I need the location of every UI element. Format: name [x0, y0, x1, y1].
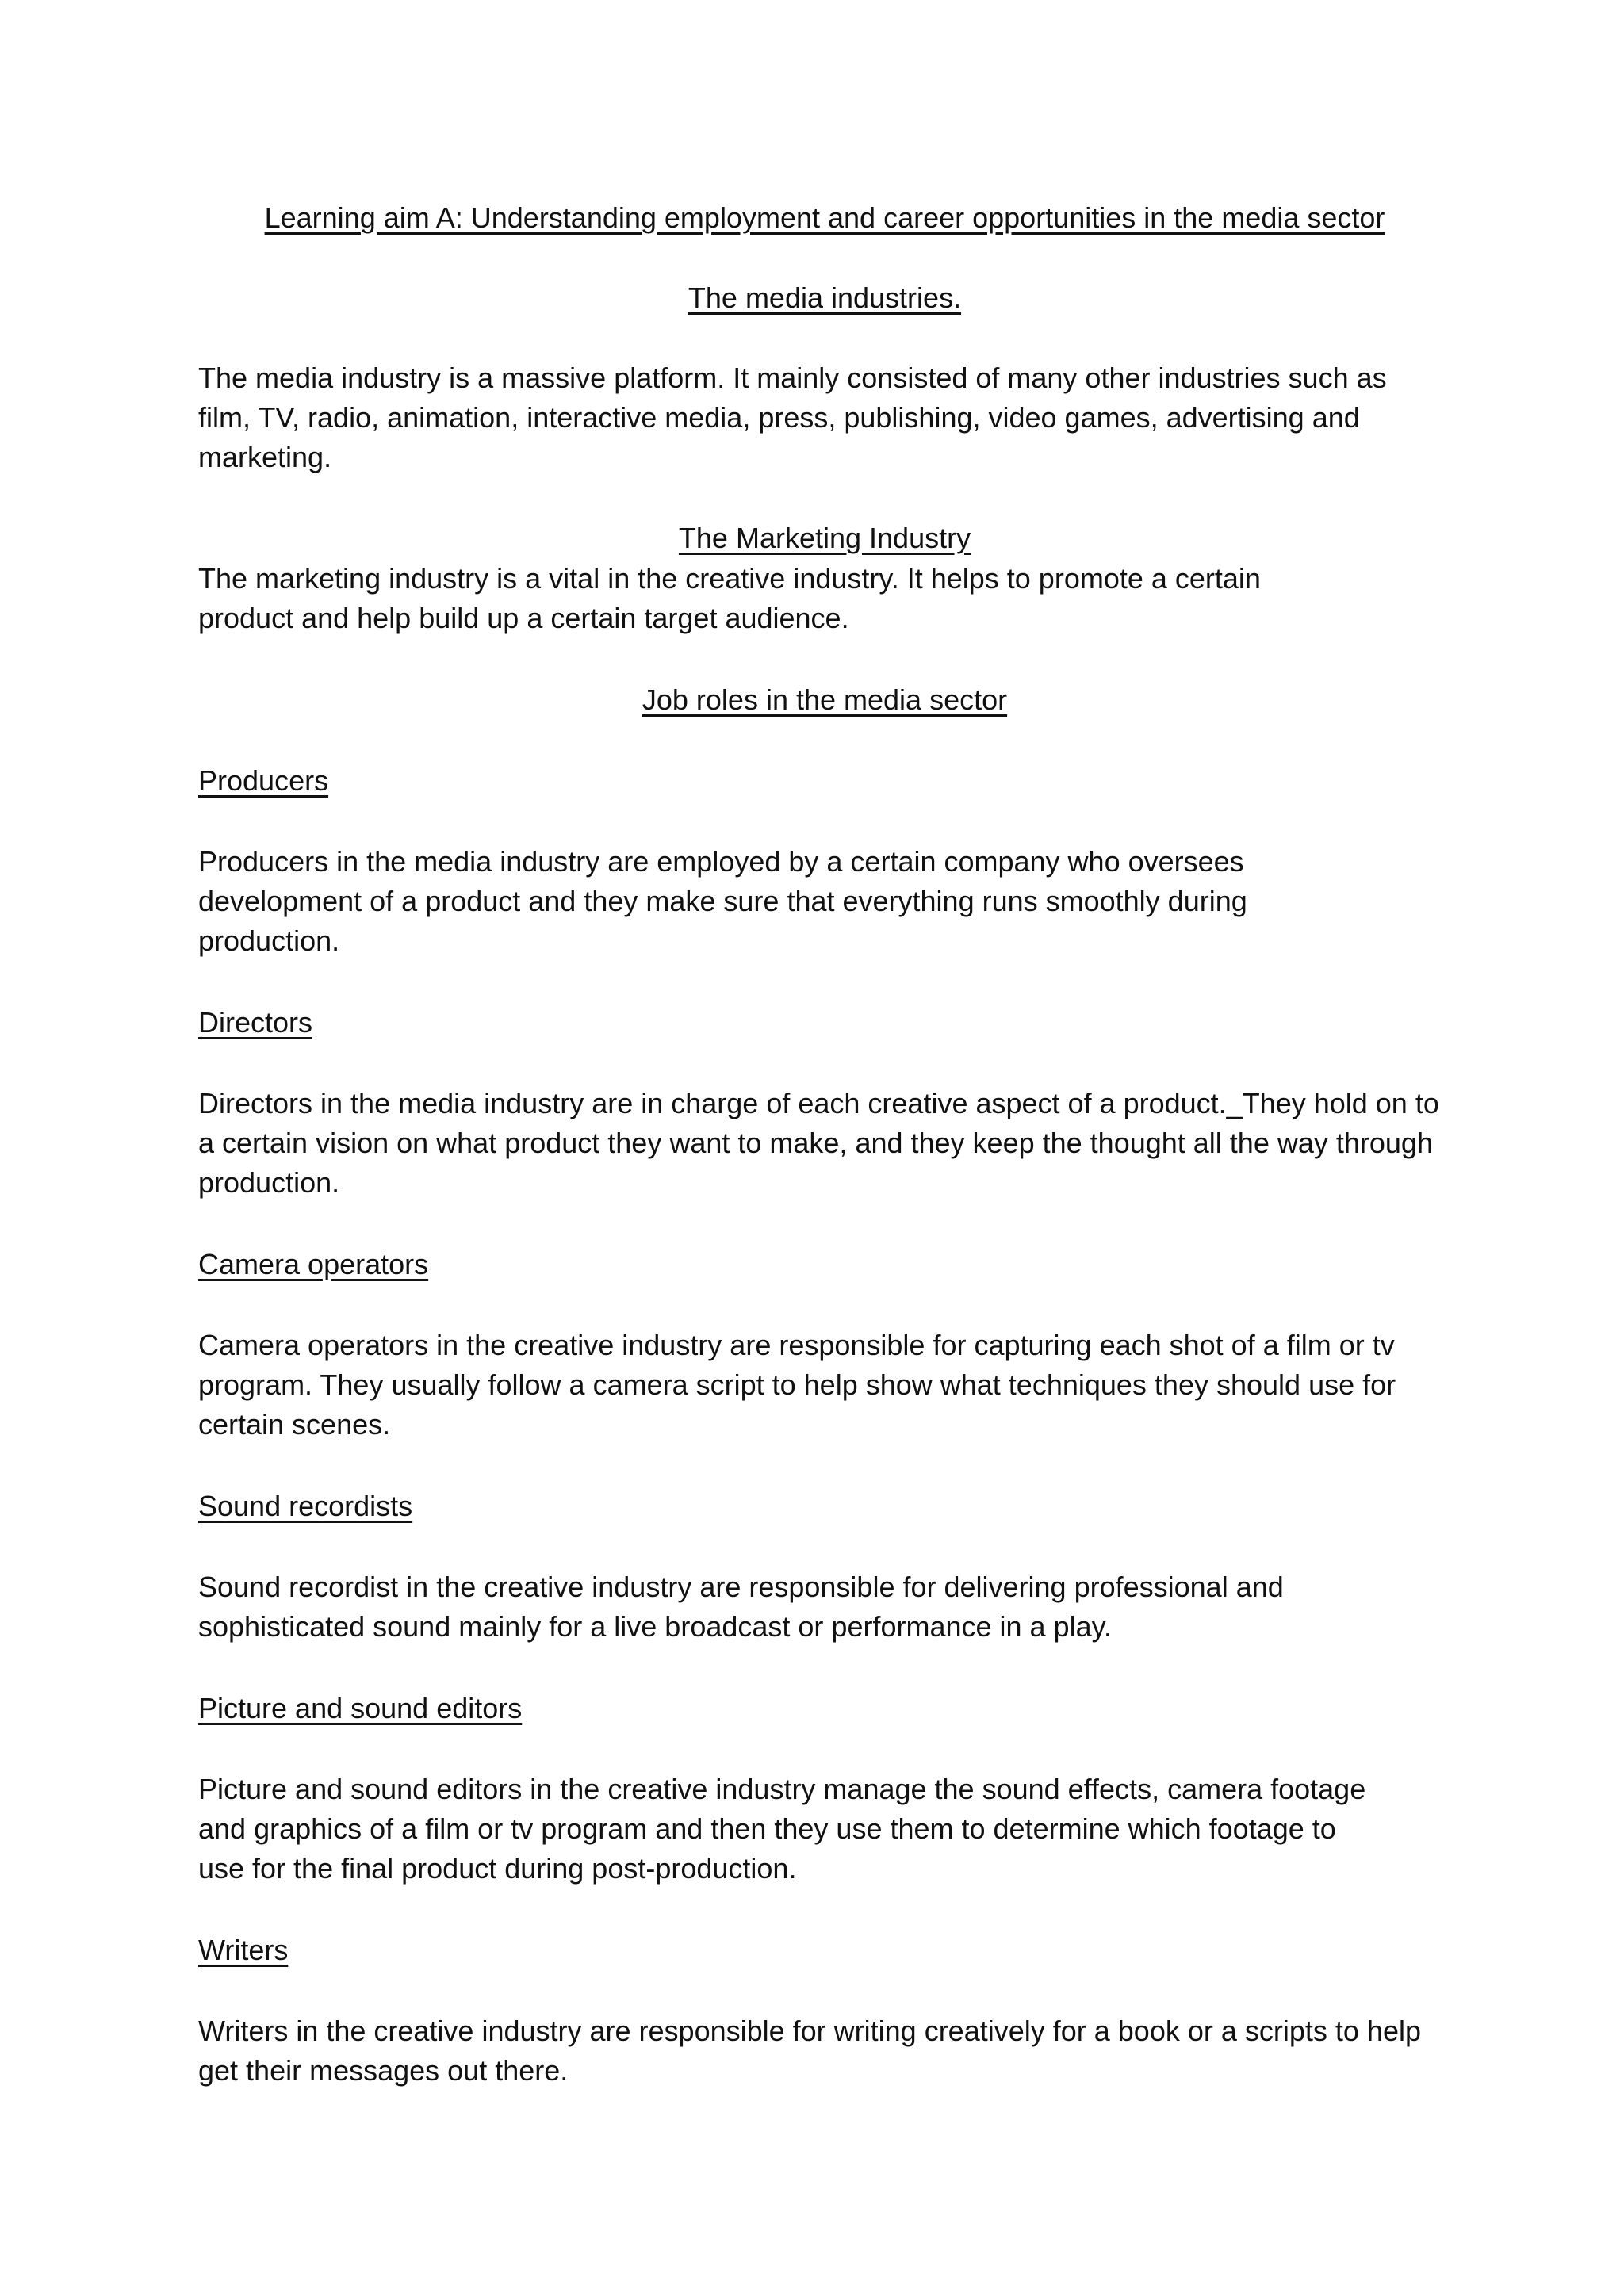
marketing-industry-heading: The Marketing Industry — [678, 522, 971, 554]
role-heading: Writers — [198, 1934, 289, 1966]
role-description: Sound recordist in the creative industry are responsible for delivering professional and sophisticated sound mainly for a live broadcast or performance in a play. — [198, 1571, 1284, 1643]
role-description: Directors in the media industry are in charge of each creative aspect of a product._They hold on to a certain vision on what product they want to make, and they keep the thought all the way through production. — [198, 1087, 1439, 1199]
job-roles-heading: Job roles in the media sector — [642, 683, 1008, 716]
role-writers — [198, 1931, 1451, 2091]
role-description: Writers in the creative industry are responsible for writing creatively for a book or a scripts to help get their messages out there. — [198, 2015, 1421, 2087]
role-heading: Producers — [198, 764, 329, 797]
role-picture-sound-editors — [198, 1689, 1451, 1888]
document-title: Learning aim A: Understanding employment and career opportunities in the media sector — [264, 201, 1385, 234]
role-heading: Camera operators — [198, 1248, 429, 1280]
role-description: Picture and sound editors in the creative industry manage the sound effects, camera footage and graphics of a film or tv program and then they use them to determine which footage to use for the final product during post-production. — [198, 1773, 1366, 1885]
role-producers — [198, 761, 1451, 961]
document-body — [198, 198, 1451, 2091]
media-industries-heading: The media industries. — [688, 281, 962, 314]
role-sound-recordists — [198, 1487, 1451, 1647]
media-industries-paragraph: The media industry is a massive platform. It mainly consisted of many other industries such as film, TV, radio, animation, interactive media, press, publishing, video games, advertising and marketing. — [198, 362, 1387, 473]
role-description: Producers in the media industry are employed by a certain company who oversees development of a product and they make sure that everything runs smoothly during production. — [198, 845, 1247, 957]
role-heading: Directors — [198, 1006, 313, 1039]
role-description: Camera operators in the creative industry are responsible for capturing each shot of a film or tv program. They usually follow a camera script to help show what techniques they should use for certain scenes. — [198, 1329, 1396, 1441]
role-heading: Sound recordists — [198, 1490, 413, 1522]
marketing-industry-paragraph: The marketing industry is a vital in the creative industry. It helps to promote a certain product and help build up a certain target audience. — [198, 562, 1261, 634]
role-camera-operators — [198, 1245, 1451, 1445]
role-heading: Picture and sound editors — [198, 1692, 523, 1724]
role-directors — [198, 1003, 1451, 1203]
